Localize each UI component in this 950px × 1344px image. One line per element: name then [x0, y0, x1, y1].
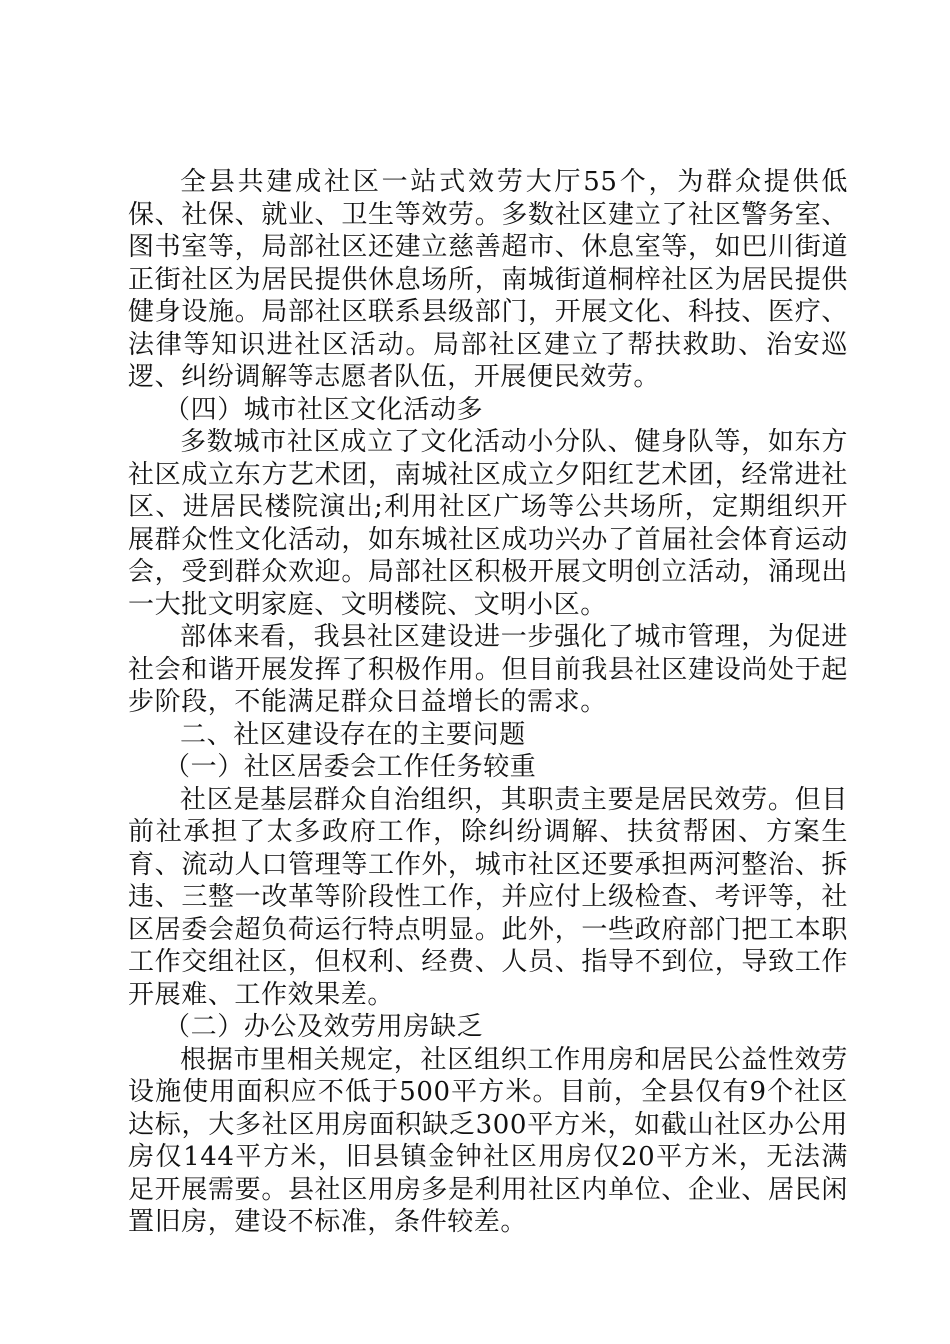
heading-office-space-shortage: （二）办公及效劳用房缺乏	[164, 1012, 484, 1042]
paragraph-culture-activities: 多数城市社区成立了文化活动小分队、健身队等，如东方社区成立东方艺术团，南城社区成立夕阳红艺术团，经常进社区、进居民楼院演出;利用社区广场等公共场所，定期组织开展群众性文化活动，如东城社区成功兴办了首届社会体育运动会，受到群众欢迎。局部社区积极开展文明创立活动，涌现出一大批文明家庭、文明楼院、文明小区。	[128, 427, 848, 620]
heading-heavy-workload: （一）社区居委会工作任务较重	[164, 752, 537, 782]
document-body	[128, 166, 848, 1239]
paragraph-office-space-shortage: 根据市里相关规定，社区组织工作用房和居民公益性效劳设施使用面积应不低于500平方米。目前，全县仅有9个社区达标，大多社区用房面积缺乏300平方米，如截山社区办公用房仅144平方米，旧县镇金钟社区用房仅20平方米，无法满足开展需要。县社区用房多是利用社区内单位、企业、居民闲置旧房，建设不标准，条件较差。	[128, 1044, 848, 1237]
paragraph-overall-summary: 部体来看，我县社区建设进一步强化了城市管理，为促进社会和谐开展发挥了积极作用。但目前我县社区建设尚处于起步阶段，不能满足群众日益增长的需求。	[128, 622, 848, 717]
heading-culture-activities: （四）城市社区文化活动多	[164, 394, 484, 425]
heading-main-problems: 二、社区建设存在的主要问题	[180, 719, 526, 750]
paragraph-heavy-workload: 社区是基层群众自治组织，其职责主要是居民效劳。但目前社承担了太多政府工作，除纠纷调解、扶贫帮困、方案生育、流动人口管理等工作外，城市社区还要承担两河整治、拆违、三整一改革等阶段性工作，并应付上级检查、考评等，社区居委会超负荷运行特点明显。此外，一些政府部门把工本职工作交组社区，但权利、经费、人员、指导不到位，导致工作开展难、工作效果差。	[128, 784, 848, 1010]
paragraph-service-halls: 全县共建成社区一站式效劳大厅55个，为群众提供低保、社保、就业、卫生等效劳。多数社区建立了社区警务室、图书室等，局部社区还建立慈善超市、休息室等，如巴川街道正街社区为居民提供休息场所，南城街道桐梓社区为居民提供健身设施。局部社区联系县级部门，开展文化、科技、医疗、法律等知识进社区活动。局部社区建立了帮扶救助、治安巡逻、纠纷调解等志愿者队伍，开展便民效劳。	[128, 167, 848, 392]
